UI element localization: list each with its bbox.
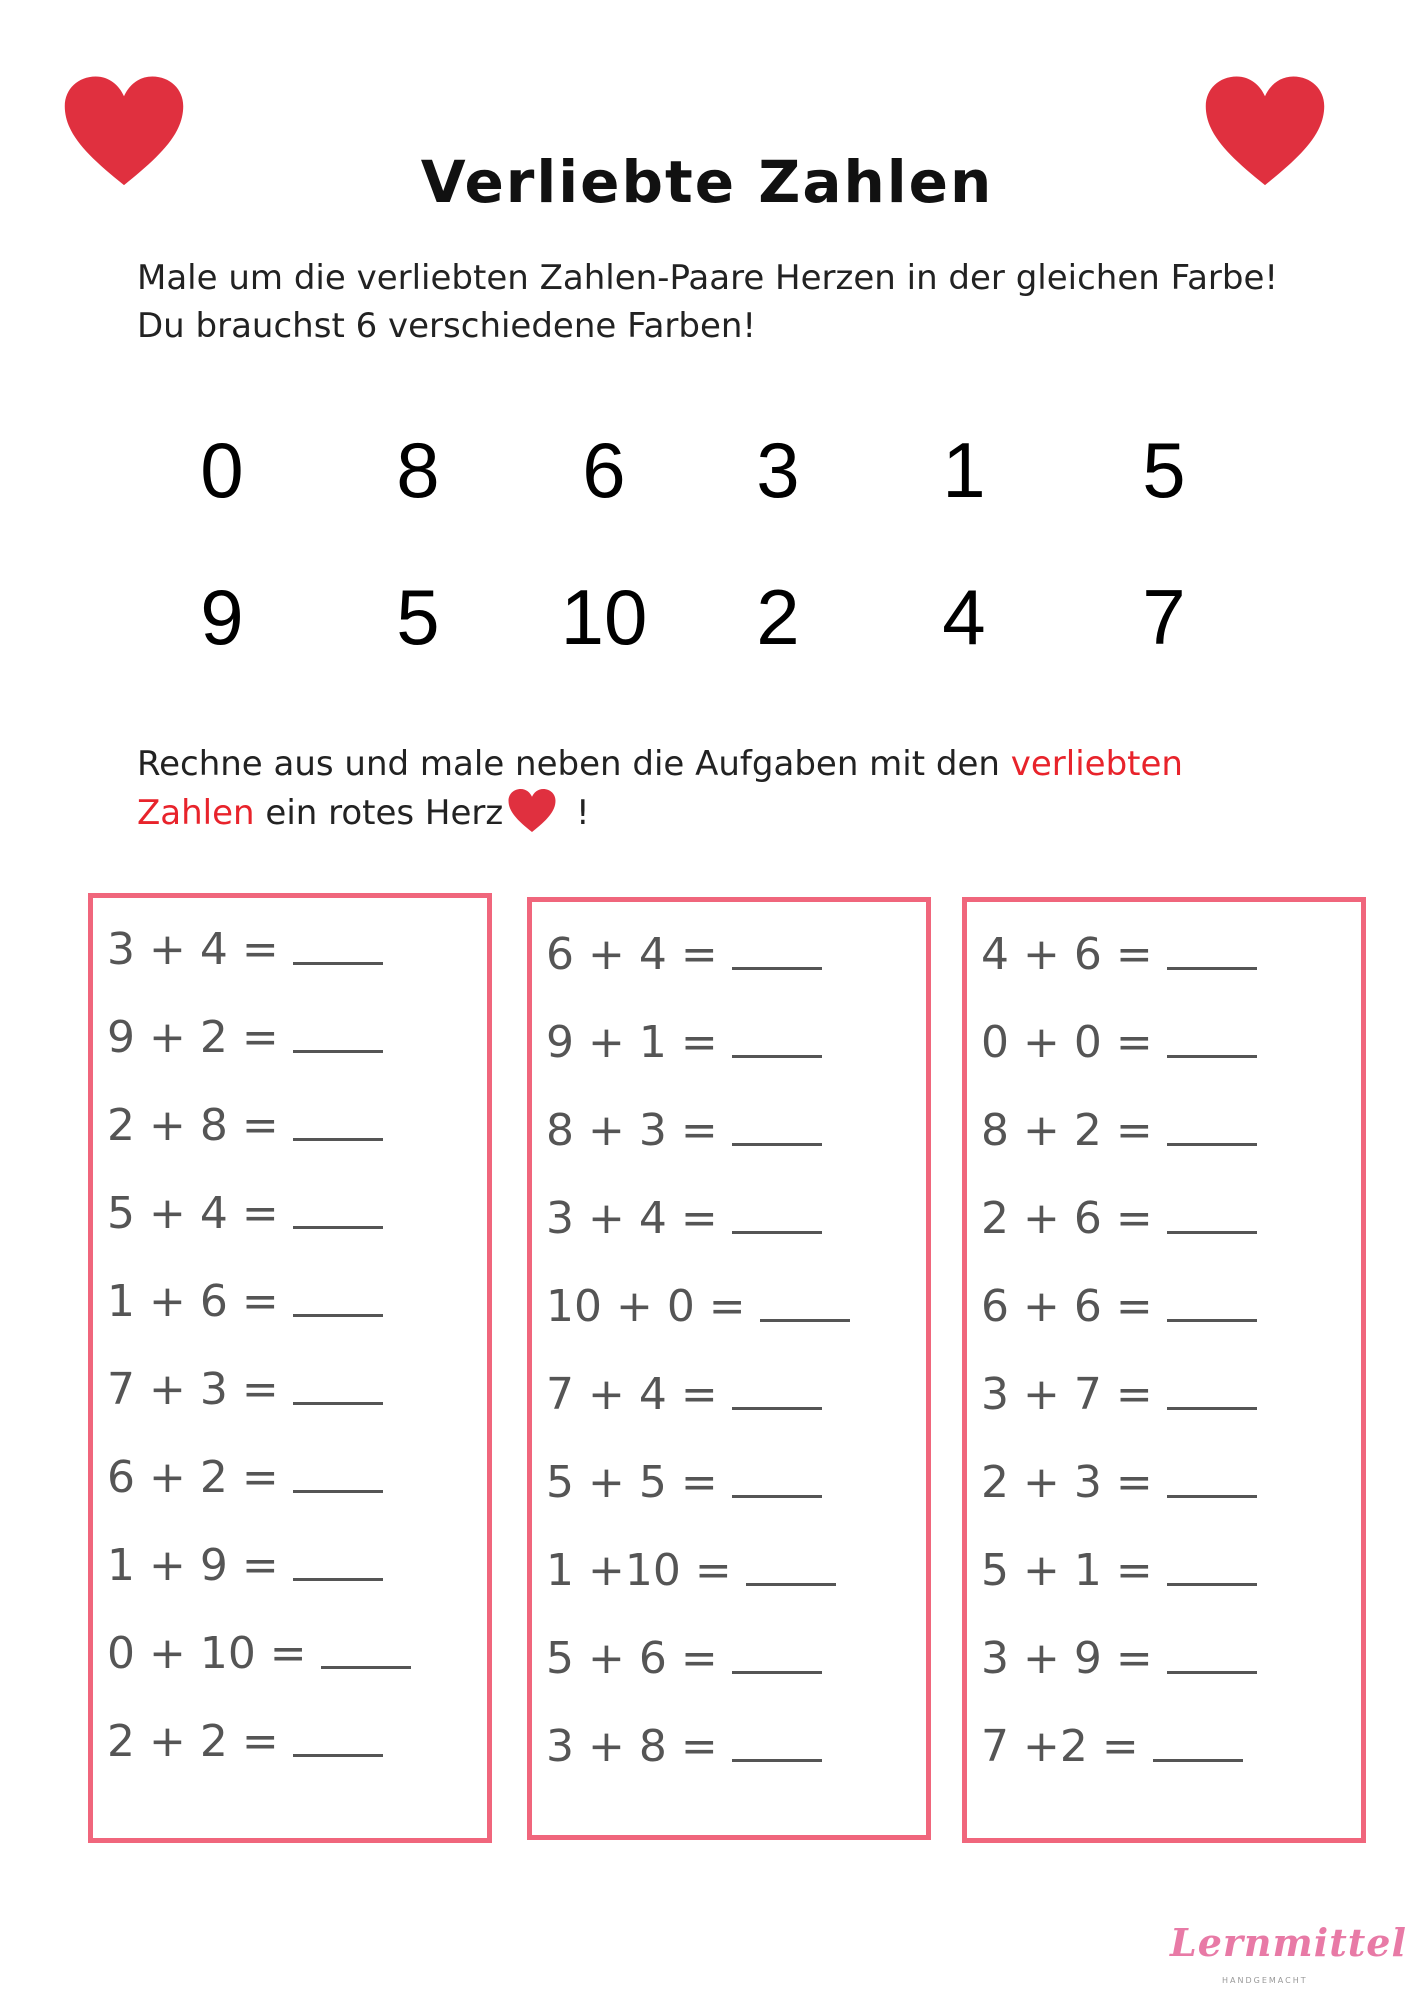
- exercise-item: [546, 1365, 822, 1425]
- exercise-box-1: [88, 893, 492, 1843]
- answer-blank[interactable]: [293, 1536, 383, 1581]
- exercise-text: 8 + 2 =: [981, 1105, 1153, 1156]
- exercise-item: [981, 1453, 1257, 1513]
- exercise-text: 9 + 1 =: [546, 1017, 718, 1068]
- answer-blank[interactable]: [1167, 1541, 1257, 1586]
- answer-blank[interactable]: [1153, 1717, 1243, 1762]
- exercise-text: 3 + 4 =: [107, 924, 279, 975]
- answer-blank[interactable]: [1167, 1013, 1257, 1058]
- number-cell: 2: [756, 573, 800, 661]
- exercise-item: [981, 1013, 1257, 1073]
- exercise-item: [981, 1541, 1257, 1601]
- exercise-item: [546, 1013, 822, 1073]
- answer-blank[interactable]: [732, 1365, 822, 1410]
- exercise-text: 2 + 8 =: [107, 1100, 279, 1151]
- number-cell: 5: [396, 573, 440, 661]
- exercise-item: [546, 1629, 822, 1689]
- exercise-item: [981, 1365, 1257, 1425]
- exercise-item: [981, 925, 1257, 985]
- answer-blank[interactable]: [732, 1101, 822, 1146]
- answer-blank[interactable]: [1167, 925, 1257, 970]
- exercise-item: [107, 1624, 411, 1684]
- answer-blank[interactable]: [293, 920, 383, 965]
- exercise-item: [981, 1277, 1257, 1337]
- exercise-text: 3 + 4 =: [546, 1193, 718, 1244]
- answer-blank[interactable]: [293, 1008, 383, 1053]
- exercise-text: 7 +2 =: [981, 1721, 1139, 1772]
- number-cell: 6: [582, 426, 626, 514]
- answer-blank[interactable]: [732, 1189, 822, 1234]
- exercise-text: 5 + 4 =: [107, 1188, 279, 1239]
- exercise-item: [107, 920, 383, 980]
- exercise-item: [546, 1277, 850, 1337]
- exercise-text: 2 + 3 =: [981, 1457, 1153, 1508]
- exercise-text: 5 + 5 =: [546, 1457, 718, 1508]
- exercise-item: [107, 1096, 383, 1156]
- number-cell: 0: [200, 426, 244, 514]
- exercise-text: 9 + 2 =: [107, 1012, 279, 1063]
- exercise-item: [107, 1360, 383, 1420]
- exercise-item: [546, 1717, 822, 1777]
- answer-blank[interactable]: [732, 1629, 822, 1674]
- exercise-text: 3 + 7 =: [981, 1369, 1153, 1420]
- exercise-text: 0 + 10 =: [107, 1628, 307, 1679]
- brand-logo-subtitle: HANDGEMACHT: [1222, 1976, 1308, 1985]
- exercise-text: 5 + 1 =: [981, 1545, 1153, 1596]
- answer-blank[interactable]: [746, 1541, 836, 1586]
- number-cell: 8: [396, 426, 440, 514]
- number-cell: 1: [942, 426, 986, 514]
- exercise-item: [981, 1189, 1257, 1249]
- exercise-text: 6 + 4 =: [546, 929, 718, 980]
- answer-blank[interactable]: [732, 1453, 822, 1498]
- exercise-box-3: [962, 897, 1366, 1843]
- exercise-item: [546, 1541, 836, 1601]
- exercise-item: [546, 925, 822, 985]
- exercise-text: 1 + 9 =: [107, 1540, 279, 1591]
- exercise-text: 0 + 0 =: [981, 1017, 1153, 1068]
- exercise-text: 1 +10 =: [546, 1545, 732, 1596]
- instruction-text: Rechne aus und male neben die Aufgaben mit den: [137, 744, 1011, 784]
- answer-blank[interactable]: [760, 1277, 850, 1322]
- exercise-text: 2 + 6 =: [981, 1193, 1153, 1244]
- answer-blank[interactable]: [293, 1448, 383, 1493]
- answer-blank[interactable]: [1167, 1189, 1257, 1234]
- answer-blank[interactable]: [732, 1717, 822, 1762]
- exercise-item: [107, 1272, 383, 1332]
- answer-blank[interactable]: [732, 1013, 822, 1058]
- exercise-text: 1 + 6 =: [107, 1276, 279, 1327]
- number-cell: 5: [1142, 426, 1186, 514]
- number-cell: 3: [756, 426, 800, 514]
- number-cell: 7: [1142, 573, 1186, 661]
- answer-blank[interactable]: [321, 1624, 411, 1669]
- exercise-text: 5 + 6 =: [546, 1633, 718, 1684]
- exercise-item: [981, 1717, 1243, 1777]
- instruction-calculate: [137, 740, 1297, 837]
- exercise-item: [107, 1712, 383, 1772]
- exercise-item: [107, 1536, 383, 1596]
- answer-blank[interactable]: [1167, 1365, 1257, 1410]
- answer-blank[interactable]: [1167, 1453, 1257, 1498]
- exercise-item: [546, 1453, 822, 1513]
- instruction-text-after: ein rotes Herz: [254, 793, 504, 833]
- answer-blank[interactable]: [732, 925, 822, 970]
- exercise-text: 3 + 8 =: [546, 1721, 718, 1772]
- exercise-item: [107, 1448, 383, 1508]
- answer-blank[interactable]: [293, 1096, 383, 1141]
- instruction-end: !: [565, 793, 590, 833]
- answer-blank[interactable]: [293, 1184, 383, 1229]
- answer-blank[interactable]: [293, 1712, 383, 1757]
- exercise-text: 7 + 3 =: [107, 1364, 279, 1415]
- exercise-item: [981, 1629, 1257, 1689]
- brand-logo: Lernmittel: [1170, 1920, 1407, 1965]
- number-cell: 9: [200, 573, 244, 661]
- page-title: Verliebte Zahlen: [420, 148, 994, 216]
- exercise-text: 4 + 6 =: [981, 929, 1153, 980]
- instruction-coloring: Male um die verliebten Zahlen-Paare Herzen in der gleichen Farbe! Du brauchst 6 verschiedene Farben!: [137, 258, 1279, 346]
- exercise-text: 6 + 2 =: [107, 1452, 279, 1503]
- exercise-item: [107, 1008, 383, 1068]
- exercise-item: [981, 1101, 1257, 1161]
- exercise-text: 8 + 3 =: [546, 1105, 718, 1156]
- instruction-highlight: verliebten Zahlen: [137, 744, 1183, 833]
- exercise-text: 6 + 6 =: [981, 1281, 1153, 1332]
- exercise-item: [546, 1189, 822, 1249]
- exercise-text: 3 + 9 =: [981, 1633, 1153, 1684]
- answer-blank[interactable]: [293, 1272, 383, 1317]
- answer-blank[interactable]: [293, 1360, 383, 1405]
- answer-blank[interactable]: [1167, 1277, 1257, 1322]
- exercise-item: [546, 1101, 822, 1161]
- exercise-text: 7 + 4 =: [546, 1369, 718, 1420]
- exercise-text: 2 + 2 =: [107, 1716, 279, 1767]
- answer-blank[interactable]: [1167, 1101, 1257, 1146]
- exercise-item: [107, 1184, 383, 1244]
- answer-blank[interactable]: [1167, 1629, 1257, 1674]
- exercise-box-2: [527, 897, 931, 1840]
- number-cell: 4: [942, 573, 986, 661]
- number-cell: 10: [560, 573, 648, 661]
- heart-icon-inline: [507, 788, 557, 834]
- exercise-text: 10 + 0 =: [546, 1281, 746, 1332]
